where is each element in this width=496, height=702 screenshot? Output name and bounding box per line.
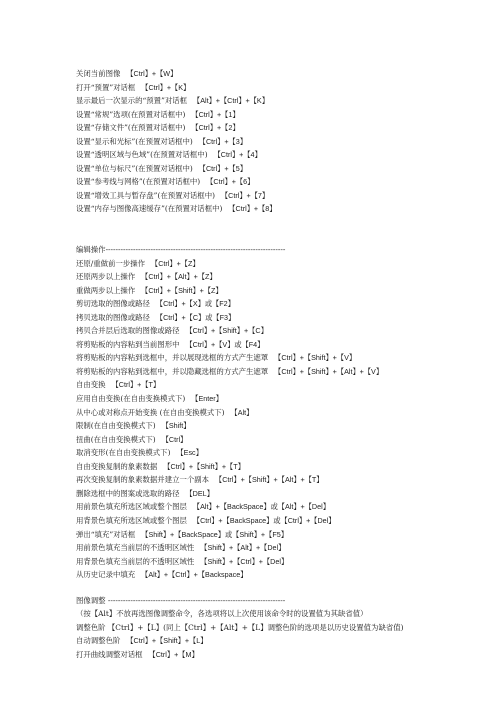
shortcut-line xyxy=(76,297,486,311)
shortcut-desc: 设置“单位与标尺”(在预置对话框中) xyxy=(76,163,193,173)
shortcut-desc: 限制(在自由变换模式下) xyxy=(76,421,156,431)
shortcut-desc: 设置“增效工具与暂存盘”(在预置对话框中) xyxy=(76,190,215,200)
shortcut-desc: 重做两步以上操作 xyxy=(76,285,136,295)
shortcut-line xyxy=(76,162,486,176)
shortcut-desc: 调整色阶 【Ctrl】+【L】(同上【Ctrl】+【Alt】+【L】调整色阶的选项是以历史设置值为缺省值) xyxy=(76,622,404,632)
shortcut-line xyxy=(76,175,486,189)
shortcut-line xyxy=(76,270,486,284)
shortcut-line xyxy=(76,81,486,95)
shortcut-line xyxy=(76,108,486,122)
shortcut-desc: 关闭当前图像 xyxy=(76,69,121,78)
shortcut-line xyxy=(76,607,486,621)
shortcut-keys: 【Ctrl】+【C】或【F3】 xyxy=(155,312,236,322)
shortcut-keys: 【Ctrl】+【X】或【F2】 xyxy=(155,299,235,309)
shortcut-keys: 【Alt】+【Ctrl】+【Backspace】 xyxy=(141,570,248,580)
shortcut-line xyxy=(76,121,486,135)
shortcut-desc: 自由变换 xyxy=(76,380,106,390)
shortcut-keys: 【Shift】 xyxy=(161,421,191,431)
shortcut-line xyxy=(76,433,486,447)
shortcut-line xyxy=(76,324,486,338)
shortcut-desc: 打开曲线调整对话框 xyxy=(76,649,143,659)
shortcut-line xyxy=(76,634,486,648)
shortcut-line xyxy=(76,446,486,460)
shortcut-keys: 【Ctrl】+【V】或【F4】 xyxy=(185,339,265,349)
shortcut-desc: 拷贝选取的图像或路径 xyxy=(76,312,150,322)
shortcut-line xyxy=(76,514,486,528)
shortcut-keys: 【Ctrl】+【T】 xyxy=(111,380,161,390)
shortcut-keys: 【Ctrl】+【2】 xyxy=(191,123,240,133)
shortcut-line xyxy=(76,487,486,501)
shortcut-keys: 【Alt】+【BackSpace】或【Alt】+【Del】 xyxy=(192,502,330,512)
shortcut-desc: 自动调整色阶 xyxy=(76,636,121,646)
shortcut-keys: 【Ctrl】+【Shift】+【V】 xyxy=(274,353,357,363)
shortcut-desc: 用前景色填充当前层的不透明区域性 xyxy=(76,543,195,553)
shortcut-keys: 【Ctrl】+【8】 xyxy=(228,204,277,214)
shortcut-desc: 还原/重做前一步操作 xyxy=(76,258,146,268)
shortcut-line xyxy=(76,500,486,514)
shortcut-desc: 从历史记录中填充 xyxy=(76,570,136,580)
section-general xyxy=(76,67,486,216)
shortcut-keys: 【Ctrl】+【K】 xyxy=(141,82,191,92)
shortcut-keys: 【Ctrl】+【BackSpace】或【Ctrl】+【Del】 xyxy=(192,515,336,525)
shortcut-keys: 【Ctrl】+【W】 xyxy=(126,69,178,78)
shortcut-desc: 设置“透明区域与色域”(在预置对话框中) xyxy=(76,150,208,160)
shortcut-line xyxy=(76,419,486,433)
shortcut-desc: 弹出“填充”对话框 xyxy=(76,529,136,539)
shortcut-line xyxy=(76,406,486,420)
shortcut-line xyxy=(76,473,486,487)
shortcut-keys: 【Ctrl】+【Alt】+【Z】 xyxy=(141,272,217,282)
shortcut-keys: 【Ctrl】+【Shift】+【Alt】+【V】 xyxy=(274,366,384,376)
shortcut-keys: 【Shift】+【Alt】+【Del】 xyxy=(200,543,286,553)
shortcut-keys: 【Ctrl】 xyxy=(161,434,188,444)
section-heading-edit: 编辑操作------------------------------------------------------------------------ xyxy=(76,245,286,255)
shortcut-line xyxy=(76,351,486,365)
shortcut-line xyxy=(76,67,486,81)
shortcut-line xyxy=(76,392,486,406)
section-adjust xyxy=(76,607,486,661)
shortcut-line xyxy=(76,365,486,379)
shortcut-desc: 用前景色填充所选区域或整个图层 xyxy=(76,502,187,512)
shortcut-desc: （按【Alt】不放再选图像调整命令，各选项将以上次使用该命令时的设置值为其缺省值） xyxy=(76,609,368,619)
spacer xyxy=(76,582,486,594)
shortcut-line xyxy=(76,555,486,569)
shortcut-line xyxy=(76,257,486,271)
shortcut-keys: 【Ctrl】+【5】 xyxy=(198,163,247,173)
shortcut-line xyxy=(76,311,486,325)
shortcut-keys: 【Alt】 xyxy=(230,407,254,417)
shortcut-keys: 【Enter】 xyxy=(191,394,223,404)
shortcut-desc: 扭曲(在自由变换模式下) xyxy=(76,434,156,444)
shortcut-desc: 还原两步以上操作 xyxy=(76,272,136,282)
shortcut-desc: 用背景色填充所选区域或整个图层 xyxy=(76,515,187,525)
shortcut-keys: 【Ctrl】+【4】 xyxy=(213,150,262,160)
shortcut-keys: 【Ctrl】+【M】 xyxy=(148,649,199,659)
shortcut-keys: 【Ctrl】+【Shift】+【T】 xyxy=(163,461,245,471)
shortcut-desc: 设置“常规”选项(在预置对话框中) xyxy=(76,109,186,119)
shortcut-desc: 从中心或对称点开始变换 (在自由变换模式下) xyxy=(76,407,225,417)
shortcut-desc: 将剪贴板的内容粘到选框中，并以展现选框的方式产生遮罩 xyxy=(76,353,269,363)
shortcut-desc: 将剪贴板的内容粘到当前图形中 xyxy=(76,339,180,349)
section-heading-adjust: 图像调整 ----------------------------------------------------------------------- xyxy=(76,595,286,605)
shortcut-keys: 【Ctrl】+【Z】 xyxy=(151,258,200,268)
shortcut-keys: 【Shift】+【Ctrl】+【Del】 xyxy=(200,556,289,566)
shortcut-desc: 设置“参考线与网格”(在预置对话框中) xyxy=(76,177,201,187)
shortcut-line xyxy=(76,94,486,108)
shortcut-line xyxy=(76,338,486,352)
shortcut-keys: 【Ctrl】+【Shift】+【Z】 xyxy=(141,285,223,295)
shortcut-line xyxy=(76,378,486,392)
shortcut-keys: 【Ctrl】+【6】 xyxy=(206,177,255,187)
shortcut-keys: 【Ctrl】+【Shift】+【Alt】+【T】 xyxy=(215,475,324,485)
section-edit xyxy=(76,257,486,582)
shortcut-line xyxy=(76,528,486,542)
shortcut-keys: 【Ctrl】+【Shift】+【C】 xyxy=(185,326,268,336)
shortcut-keys: 【Esc】 xyxy=(176,448,203,458)
shortcut-line xyxy=(76,568,486,582)
shortcut-desc: 再次变换复制的象素数据并建立一个副本 xyxy=(76,475,210,485)
shortcut-desc: 拷贝合并层后选取的图像或路径 xyxy=(76,326,180,336)
shortcut-line xyxy=(76,135,486,149)
shortcut-keys: 【Shift】+【BackSpace】或【Shift】+【F5】 xyxy=(141,529,288,539)
shortcut-keys: 【Ctrl】+【Shift】+【L】 xyxy=(126,636,208,646)
shortcut-desc: 应用自由变换(在自由变换模式下) xyxy=(76,394,186,404)
shortcut-line xyxy=(76,541,486,555)
shortcut-keys: 【DEL】 xyxy=(185,488,214,498)
shortcut-line xyxy=(76,189,486,203)
shortcut-desc: 打开“预置”对话框 xyxy=(76,82,136,92)
shortcut-desc: 设置“内存与图像高速缓存”(在预置对话框中) xyxy=(76,204,223,214)
shortcut-line xyxy=(76,460,486,474)
shortcut-desc: 取消变形(在自由变换模式下) xyxy=(76,448,171,458)
shortcut-line xyxy=(76,148,486,162)
shortcut-desc: 剪切选取的图像或路径 xyxy=(76,299,150,309)
shortcut-desc: 自由变换复制的象素数据 xyxy=(76,461,158,471)
spacer xyxy=(76,216,486,243)
shortcut-desc: 设置“显示和光标”(在预置对话框中) xyxy=(76,136,193,146)
shortcut-line xyxy=(76,648,486,662)
shortcut-desc: 将剪贴板的内容粘到选框中，并以隐藏选框的方式产生遮罩 xyxy=(76,366,269,376)
shortcut-keys: 【Alt】+【Ctrl】+【K】 xyxy=(193,96,269,106)
shortcut-desc: 用背景色填充当前层的不透明区域性 xyxy=(76,556,195,566)
shortcut-line xyxy=(76,202,486,216)
shortcut-keys: 【Ctrl】+【7】 xyxy=(220,190,270,200)
shortcut-keys: 【Ctrl】+【1】 xyxy=(191,109,240,119)
shortcut-desc: 显示最后一次显示的“预置”对话框 xyxy=(76,96,188,106)
shortcut-desc: 删除选框中的图案或选取的路径 xyxy=(76,488,180,498)
shortcut-line xyxy=(76,284,486,298)
shortcut-line xyxy=(76,621,486,635)
shortcut-desc: 设置“存储文件”(在预置对话框中) xyxy=(76,123,186,133)
shortcut-keys: 【Ctrl】+【3】 xyxy=(198,136,247,146)
